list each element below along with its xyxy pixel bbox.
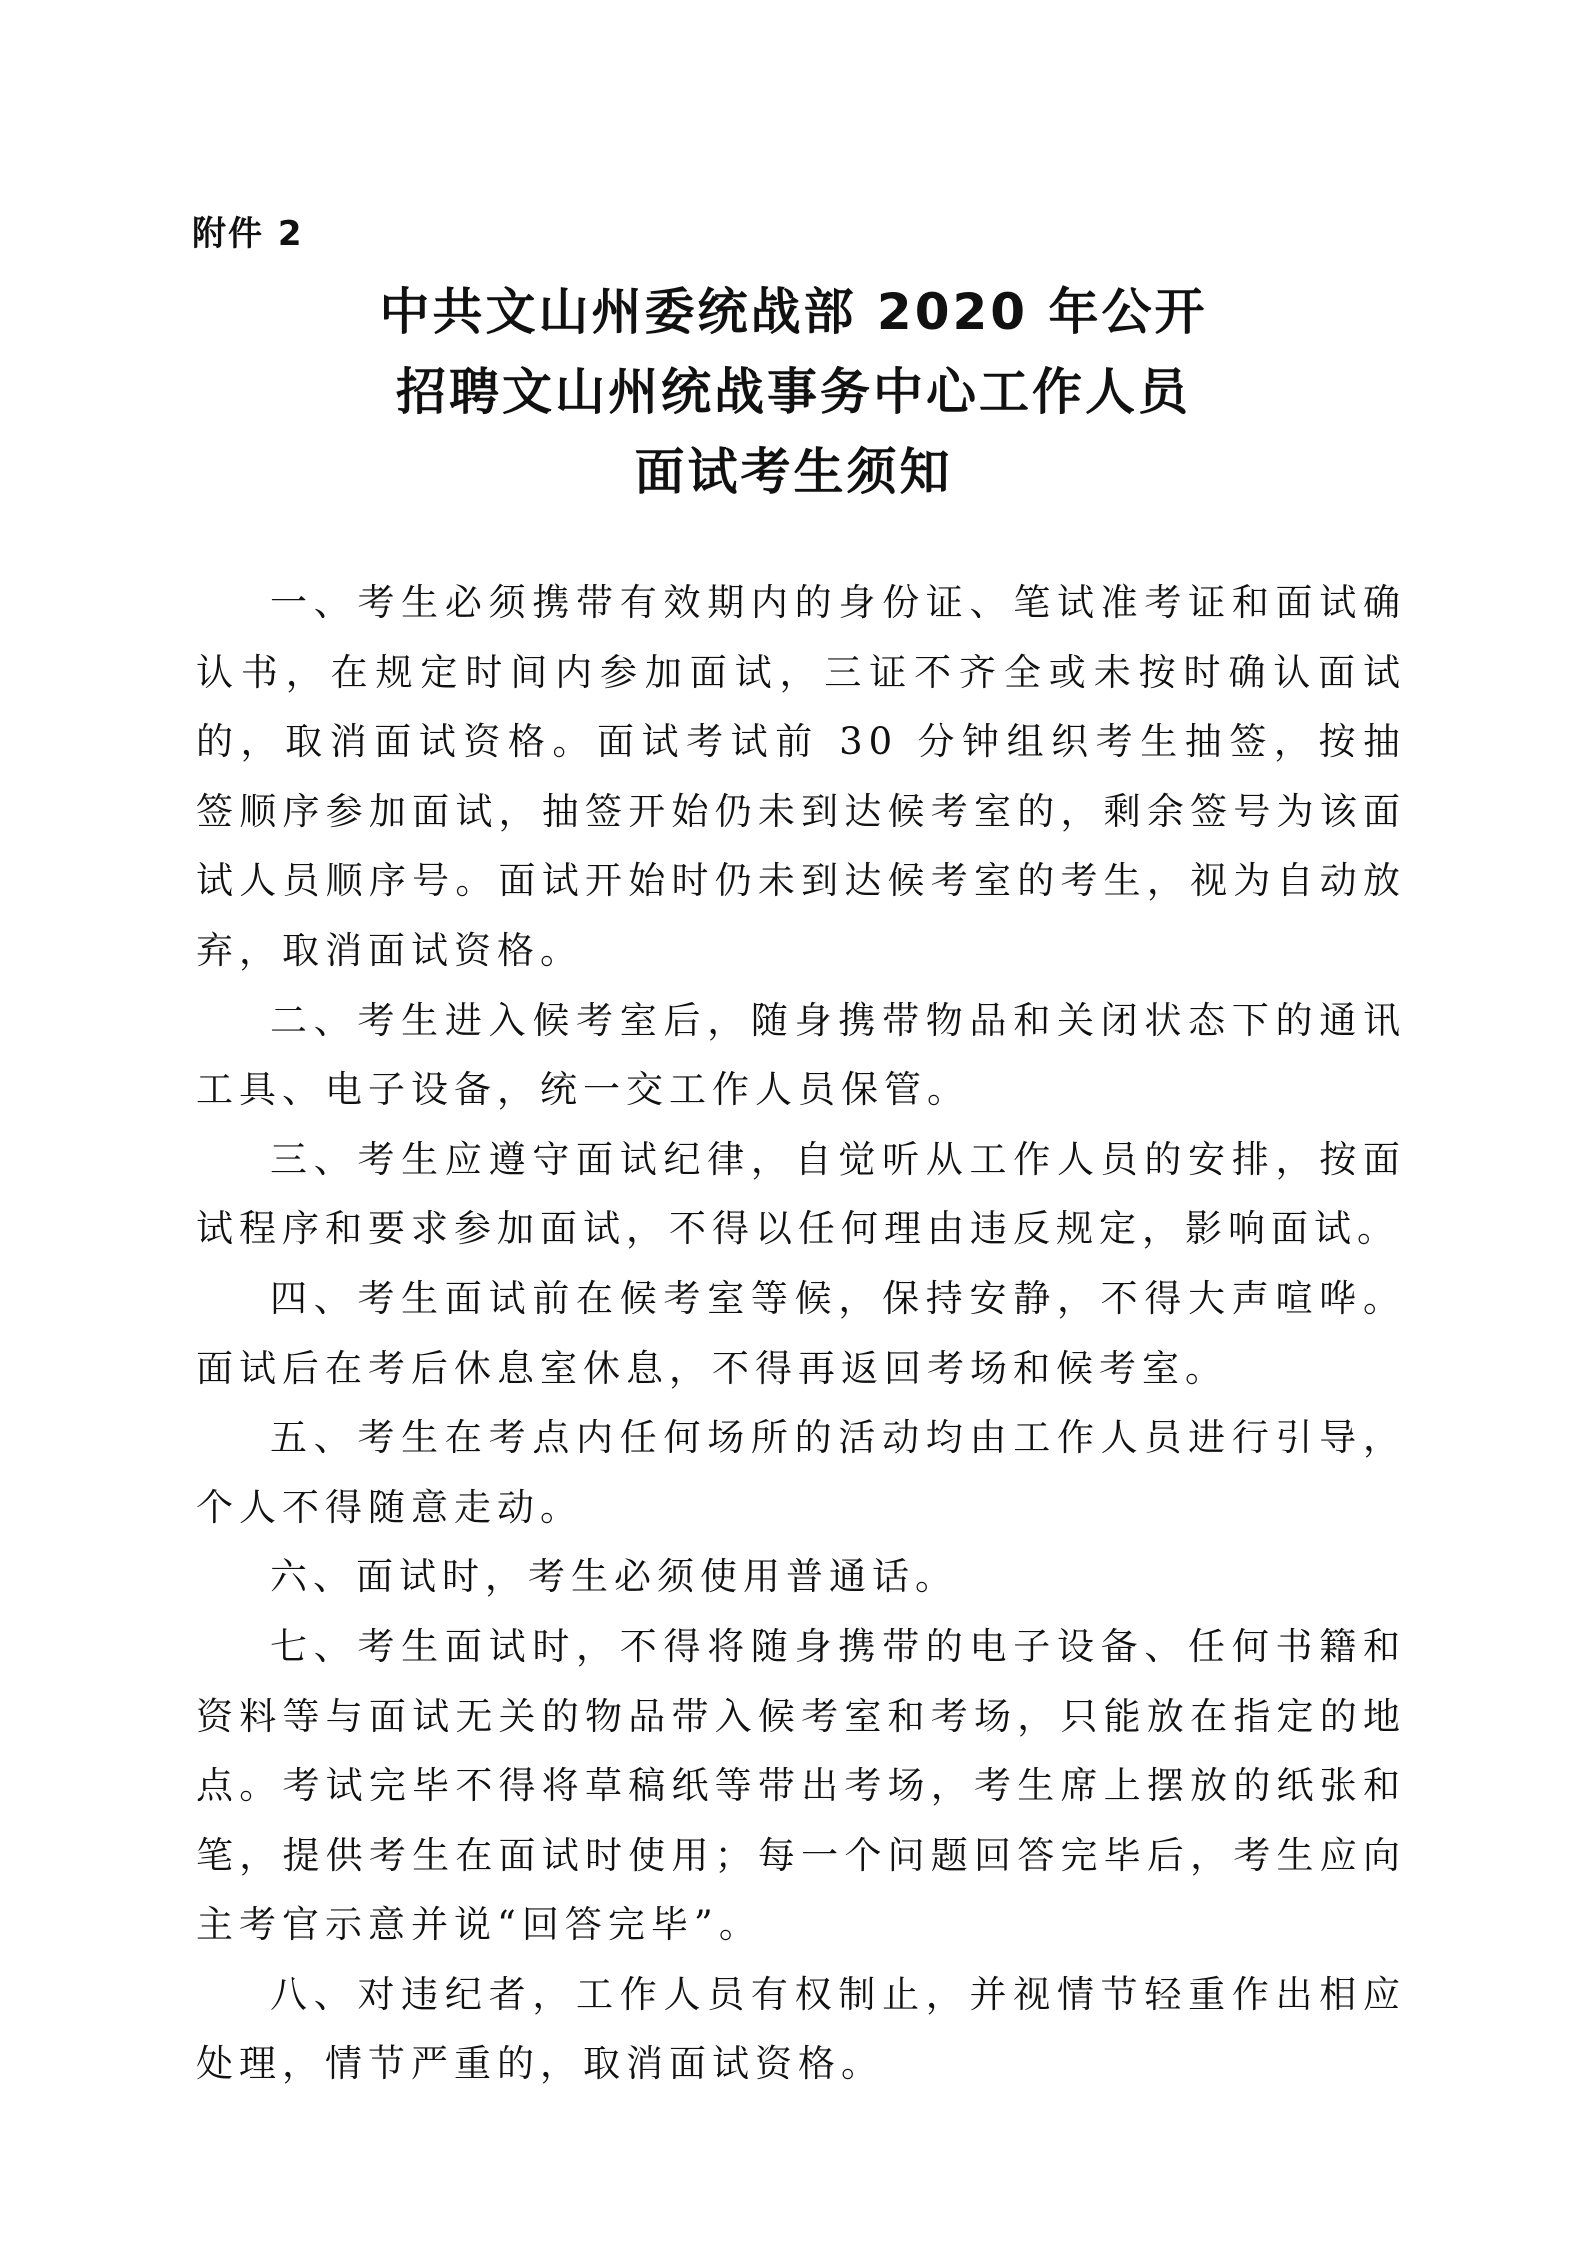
notice-item-8: 八、对违纪者，工作人员有权制止，并视情节轻重作出相应处理，情节严重的，取消面试资格。 — [196, 1972, 1406, 2086]
notice-item-1: 一、考生必须携带有效期内的身份证、笔试准考证和面试确认书，在规定时间内参加面试，三证不齐全或未按时确认面试的，取消面试资格。面试考试前 30 分钟组织考生抽签，按抽签顺序参加面试，抽签开始仍未到达候考室的，剩余签号为该面试人员顺序号。面试开始时仍未到达候考室的考生，视为自动放弃，取消面试资格。 — [196, 581, 1406, 972]
notice-item-7: 七、考生面试时，不得将随身携带的电子设备、任何书籍和资料等与面试无关的物品带入候考室和考场，只能放在指定的地点。考试完毕不得将草稿纸等带出考场，考生席上摆放的纸张和笔，提供考生在面试时使用；每一个问题回答完毕后，考生应向主考官示意并说“回答完毕”。 — [196, 1624, 1406, 1947]
document-title — [180, 272, 1407, 512]
notice-item-5: 五、考生在考点内任何场所的活动均由工作人员进行引导，个人不得随意走动。 — [196, 1416, 1406, 1529]
notice-item-2: 二、考生进入候考室后，随身携带物品和关闭状态下的通讯工具、电子设备，统一交工作人员保管。 — [196, 998, 1406, 1112]
title-line-3: 面试考生须知 — [634, 443, 953, 501]
notice-item-4: 四、考生面试前在候考室等候，保持安静，不得大声喧哗。面试后在考后休息室休息，不得再返回考场和候考室。 — [196, 1276, 1406, 1390]
notice-item-6: 六、面试时，考生必须使用普通话。 — [270, 1555, 958, 1599]
title-line-1: 中共文山州委统战部 2020 年公开 — [379, 283, 1208, 341]
attachment-label: 附件 2 — [192, 214, 304, 254]
title-line-2: 招聘文山州统战事务中心工作人员 — [396, 363, 1191, 421]
notice-body — [196, 568, 1406, 2099]
notice-item-3: 三、考生应遵守面试纪律，自觉听从工作人员的安排，按面试程序和要求参加面试，不得以任何理由违反规定，影响面试。 — [196, 1137, 1406, 1251]
